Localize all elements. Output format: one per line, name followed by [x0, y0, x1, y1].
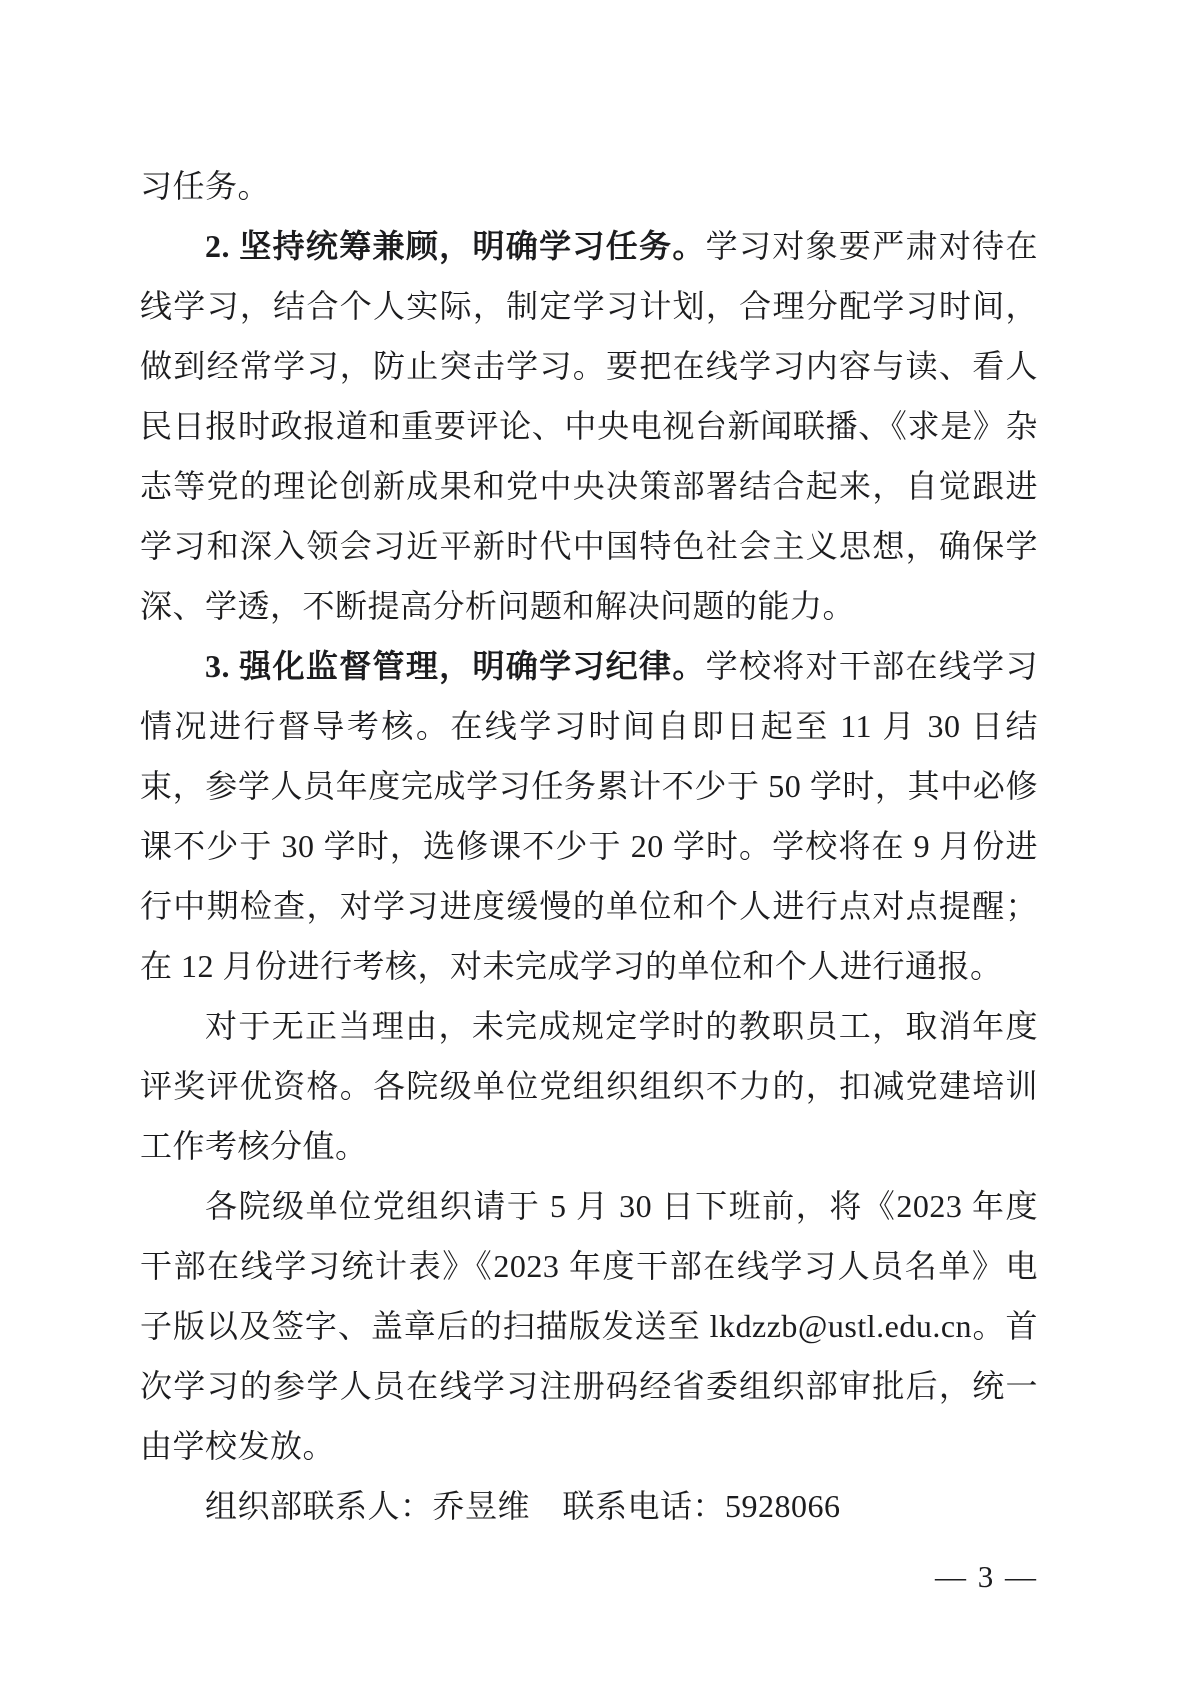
page-number: — 3 —: [935, 1559, 1038, 1594]
text-run: 学校将对干部在线学习情况进行督导考核。在线学习时间自即日起至 11 月 30 日结束，参学人员年度完成学习任务累计不少于 50 学时，其中必修课不少于 30 学时，选修课不少于 20 学时。学校将在 9 月份进行中期检查，对学习进度缓慢的单位和个人进行点对点提醒；在 12 月份进行考核，对未完成学习的单位和个人进行通报。: [140, 648, 1038, 984]
paragraph: [140, 636, 1038, 996]
text-run: 对于无正当理由，未完成规定学时的教职员工，取消年度评奖评优资格。各院级单位党组织组织不力的，扣减党建培训工作考核分值。: [140, 1008, 1038, 1164]
paragraph: [140, 156, 1038, 216]
heading-run: 2. 坚持统筹兼顾，明确学习任务。: [205, 228, 706, 264]
heading-run: 3. 强化监督管理，明确学习纪律。: [205, 648, 706, 684]
document-body: [140, 156, 1038, 1536]
paragraph: [140, 216, 1038, 636]
paragraph: [140, 1176, 1038, 1476]
text-run: 各院级单位党组织请于 5 月 30 日下班前，将《2023 年度干部在线学习统计表》《2023 年度干部在线学习人员名单》电子版以及签字、盖章后的扫描版发送至 lkdzzb@ustl.edu.cn。首次学习的参学人员在线学习注册码经省委组织部审批后，统一由学校发放。: [140, 1188, 1038, 1464]
text-run: 习任务。: [140, 168, 271, 204]
text-run: 学习对象要严肃对待在线学习，结合个人实际，制定学习计划，合理分配学习时间，做到经常学习，防止突击学习。要把在线学习内容与读、看人民日报时政报道和重要评论、中央电视台新闻联播、《求是》杂志等党的理论创新成果和党中央决策部署结合起来，自觉跟进学习和深入领会习近平新时代中国特色社会主义思想，确保学深、学透，不断提高分析问题和解决问题的能力。: [140, 228, 1038, 624]
paragraph: [140, 996, 1038, 1176]
text-run: 组织部联系人：乔昱维 联系电话：5928066: [205, 1488, 841, 1524]
paragraph: [140, 1476, 1038, 1536]
